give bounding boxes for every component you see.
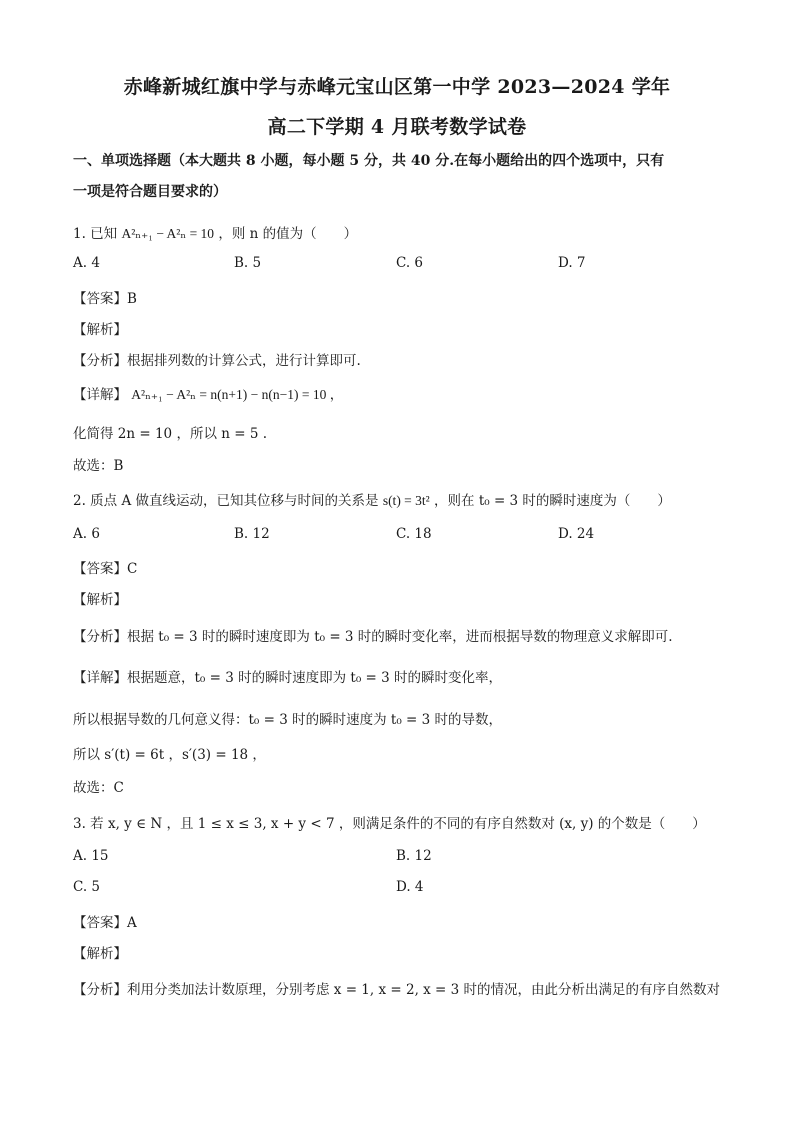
q1-stem-suffix: ，则 n 的值为（ ） [218,226,358,242]
q1-answer: 【答案】B [73,291,137,307]
exam-title-line2: 高二下学期 4 月联考数学试卷 [267,116,527,138]
q2-option-d: D. 24 [558,526,595,542]
q1-fenxi: 【分析】根据排列数的计算公式，进行计算即可. [73,353,361,369]
q2-derivative-line: 所以根据导数的几何意义得：t₀ = 3 时的瞬时速度为 t₀ = 3 时的导数， [73,712,503,728]
q3-fenxi: 【分析】利用分类加法计数原理，分别考虑 x = 1, x = 2, x = 3 时的情况，由此分析出满足的有序自然数对 [73,982,721,998]
q2-answer: 【答案】C [73,561,138,577]
q1-stem-prefix: 1. 已知 [73,226,118,242]
q1-option-c: C. 6 [396,255,424,271]
q2-stem [73,489,671,509]
q2-choice: 故选：C [73,780,124,796]
q1-option-a: A. 4 [73,255,100,271]
q3-option-a: A. 15 [73,848,109,864]
q2-option-c: C. 18 [396,526,432,542]
q2-fenxi: 【分析】根据 t₀ = 3 时的瞬时速度即为 t₀ = 3 时的瞬时变化率，进而根据导数的物理意义求解即可. [73,629,673,645]
q1-option-d: D. 7 [558,255,586,271]
q2-computation-line: 所以 s′(t) = 6t ，s′(3) = 18 ， [73,747,266,763]
q2-stem-prefix: 2. 质点 A 做直线运动，已知其位移与时间的关系是 [73,493,379,509]
q2-stem-formula: s(t) = 3t² [382,493,430,508]
q1-simplify: 化简得 2n = 10 ，所以 n = 5 . [73,426,267,442]
q1-stem-formula: A²ₙ₊₁ − A²ₙ = 10 [121,226,215,241]
q3-analysis-tag: 【解析】 [73,946,127,962]
q1-option-b: B. 5 [234,255,262,271]
q1-xiangjie-prefix: 【详解】 [73,387,127,403]
q1-xiangjie [73,383,343,403]
q3-answer: 【答案】A [73,915,137,931]
q2-stem-suffix: ，则在 t₀ = 3 时的瞬时速度为（ ） [434,493,671,509]
q1-xiangjie-formula: A²ₙ₊₁ − A²ₙ = n(n+1) − n(n−1) = 10 ， [131,387,344,402]
q3-option-b: B. 12 [396,848,432,864]
q2-xiangjie: 【详解】根据题意，t₀ = 3 时的瞬时速度即为 t₀ = 3 时的瞬时变化率， [73,670,503,686]
q3-option-d: D. 4 [396,879,424,895]
q1-choice: 故选：B [73,458,124,474]
q1-stem [73,222,357,242]
section-heading-line1: 一、单项选择题（本大题共 8 小题，每小题 5 分，共 40 分.在每小题给出的四个选项中，只有 [73,153,665,169]
q2-analysis-tag: 【解析】 [73,592,127,608]
q3-option-c: C. 5 [73,879,101,895]
section-heading-line2: 一项是符合题目要求的） [73,184,227,200]
exam-title-line1: 赤峰新城红旗中学与赤峰元宝山区第一中学 2023—2024 学年 [123,76,671,98]
q2-option-b: B. 12 [234,526,270,542]
q2-option-a: A. 6 [73,526,100,542]
q3-stem: 3. 若 x, y ∈ N ，且 1 ≤ x ≤ 3, x + y < 7 ，则满足条件的不同的有序自然数对 (x, y) 的个数是（ ） [73,816,706,832]
q1-analysis-tag: 【解析】 [73,322,127,338]
